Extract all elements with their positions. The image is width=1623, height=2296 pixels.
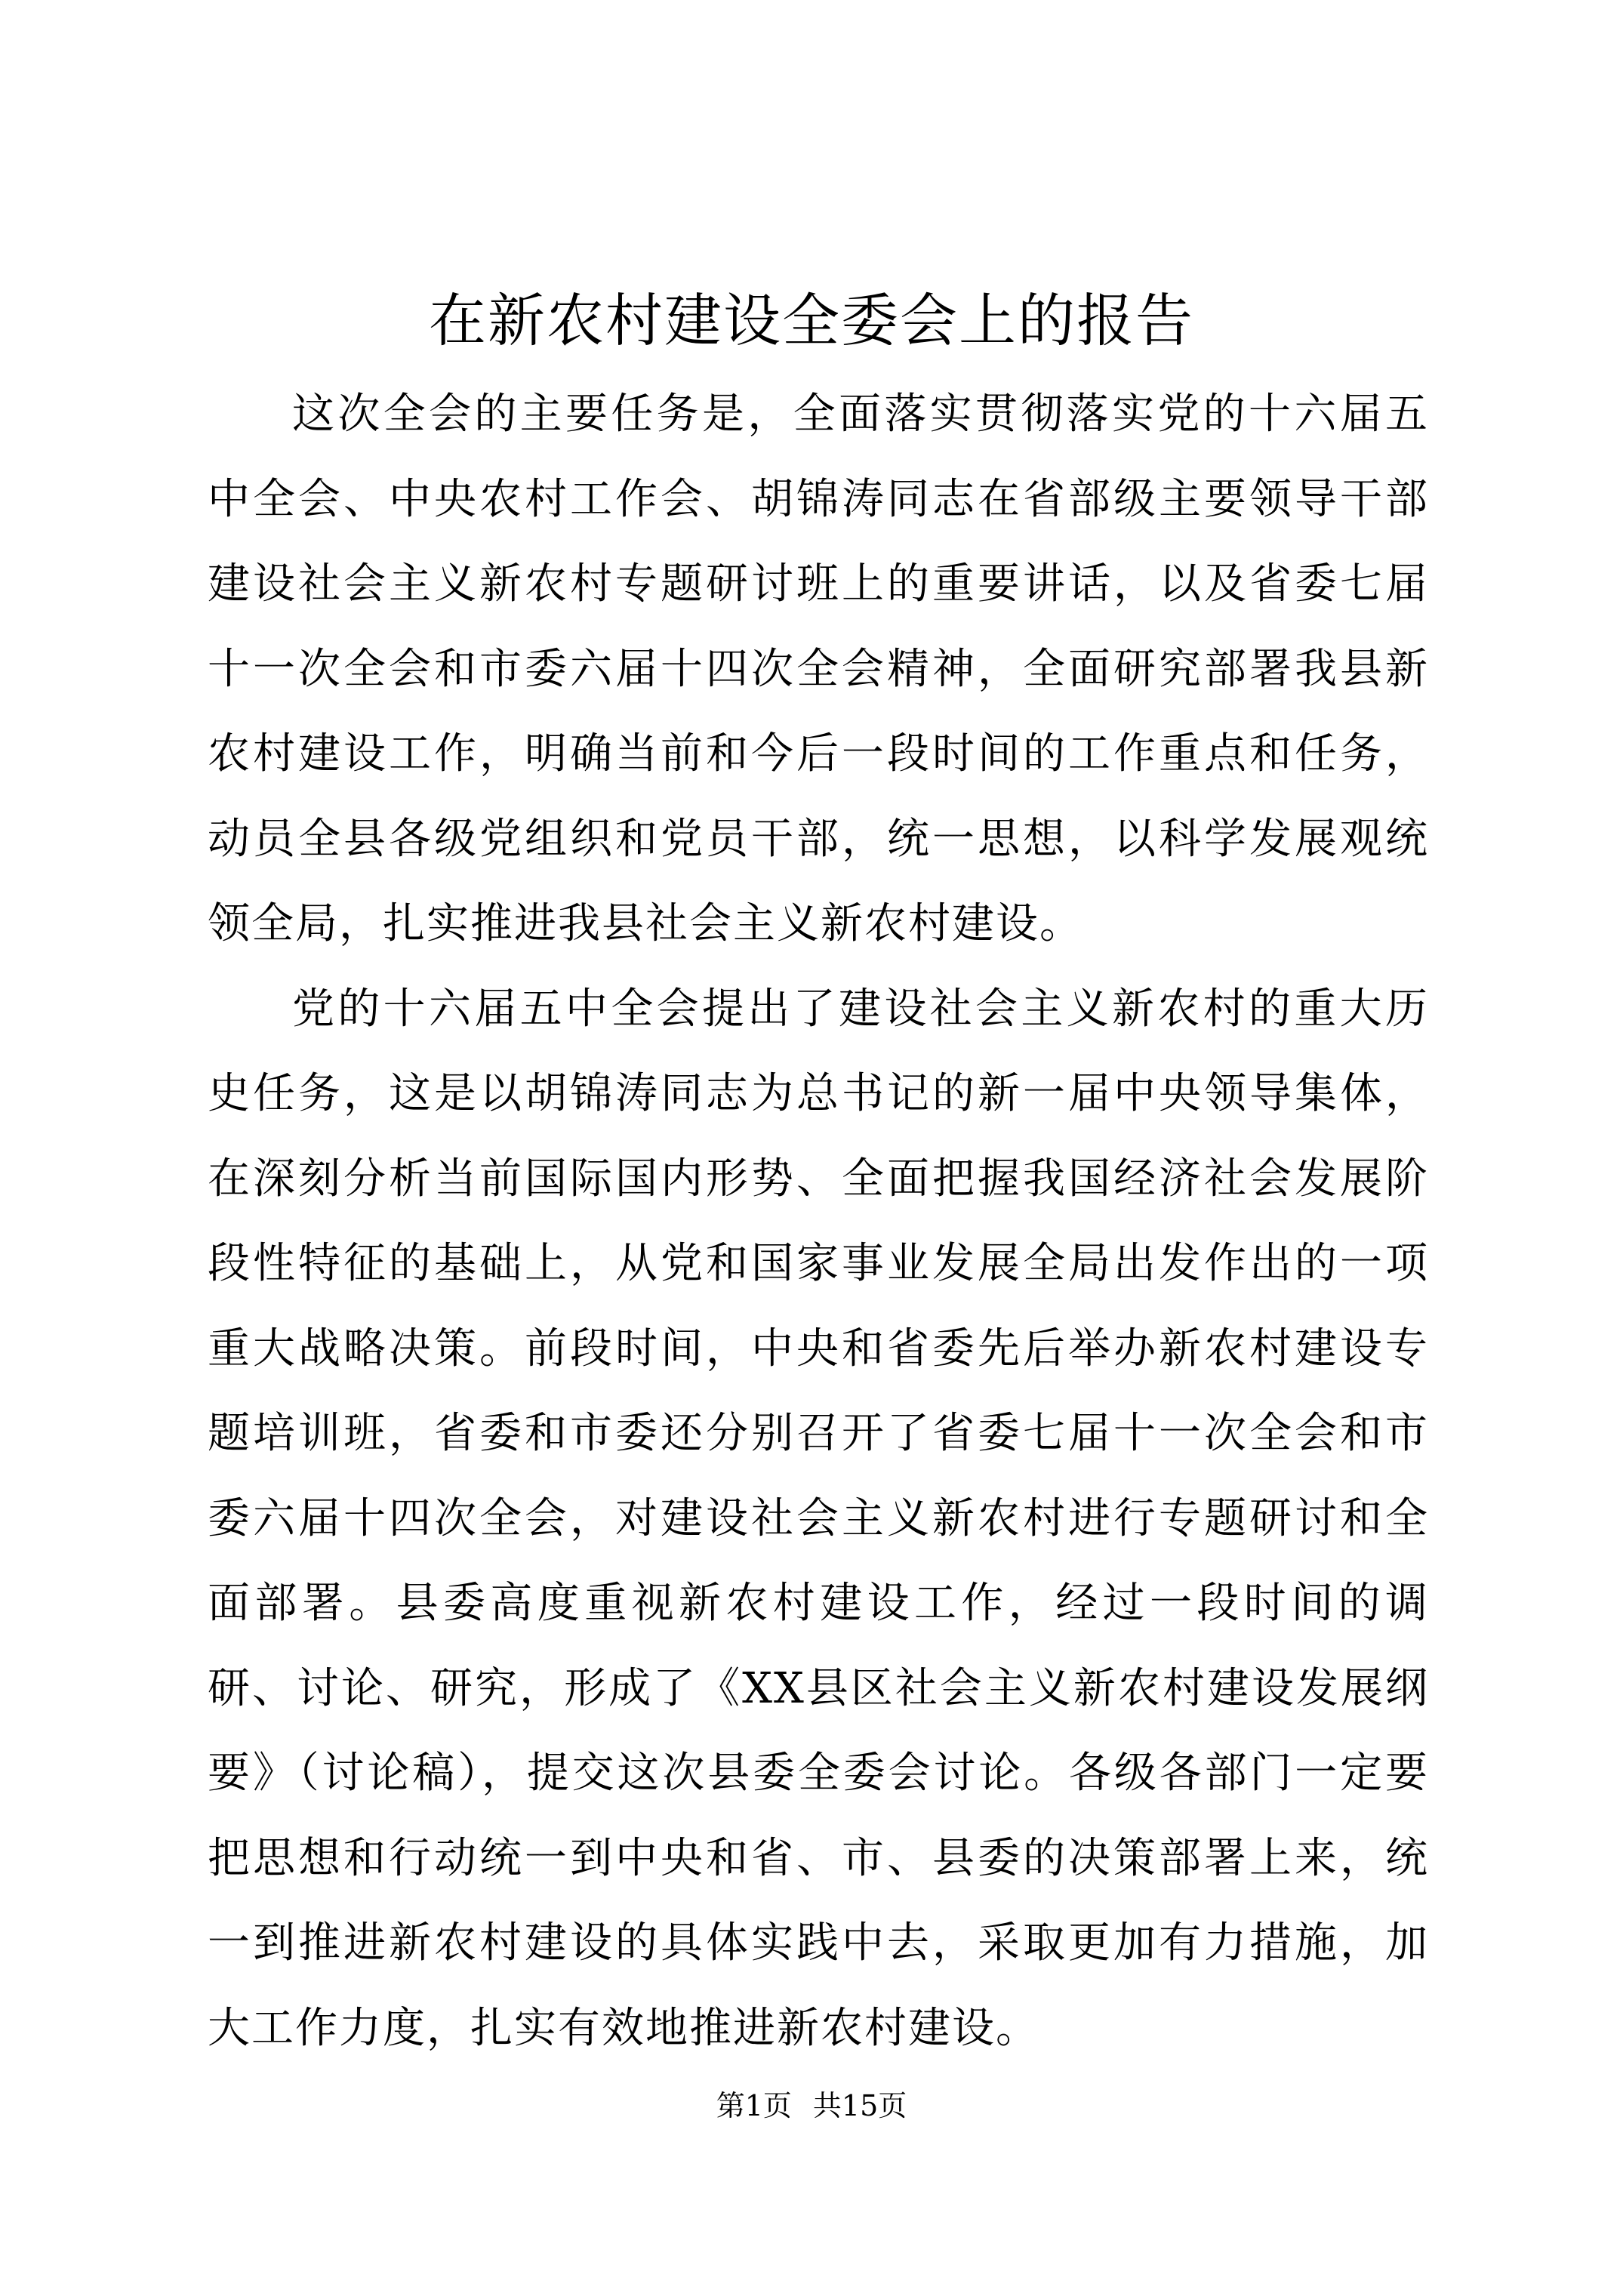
- paragraph-1: 这次全会的主要任务是，全面落实贯彻落实党的十六届五中全会、中央农村工作会、胡锦涛同志在省部级主要领导干部建设社会主义新农村专题研讨班上的重要讲话，以及省委七届十一次全会和市委六届十四次全会精神，全面研究部署我县新农村建设工作，明确当前和今后一段时间的工作重点和任务，动员全县各级党组织和党员干部，统一思想，以科学发展观统领全局，扎实推进我县社会主义新农村建设。: [208, 390, 1429, 948]
- document-body: [208, 372, 1429, 2071]
- page-footer: [0, 2087, 1623, 2125]
- paragraph-2: 党的十六届五中全会提出了建设社会主义新农村的重大历史任务，这是以胡锦涛同志为总书记的新一届中央领导集体，在深刻分析当前国际国内形势、全面把握我国经济社会发展阶段性特征的基础上，从党和国家事业发展全局出发作出的一项重大战略决策。前段时间，中央和省委先后举办新农村建设专题培训班，省委和市委还分别召开了省委七届十一次全会和市委六届十四次全会，对建设社会主义新农村进行专题研讨和全面部署。县委高度重视新农村建设工作，经过一段时间的调研、讨论、研究，形成了《XX县区社会主义新农村建设发展纲要》（讨论稿），提交这次县委全委会讨论。各级各部门一定要把思想和行动统一到中央和省、市、县委的决策部署上来，统一到推进新农村建设的具体实践中去，采取更加有力措施，加大工作力度，扎实有效地推进新农村建设。: [208, 984, 1429, 2053]
- document-title: 在新农村建设全委会上的报告: [429, 287, 1194, 354]
- page-total: 共15页: [812, 2089, 907, 2122]
- page-number: 第1页: [716, 2089, 792, 2122]
